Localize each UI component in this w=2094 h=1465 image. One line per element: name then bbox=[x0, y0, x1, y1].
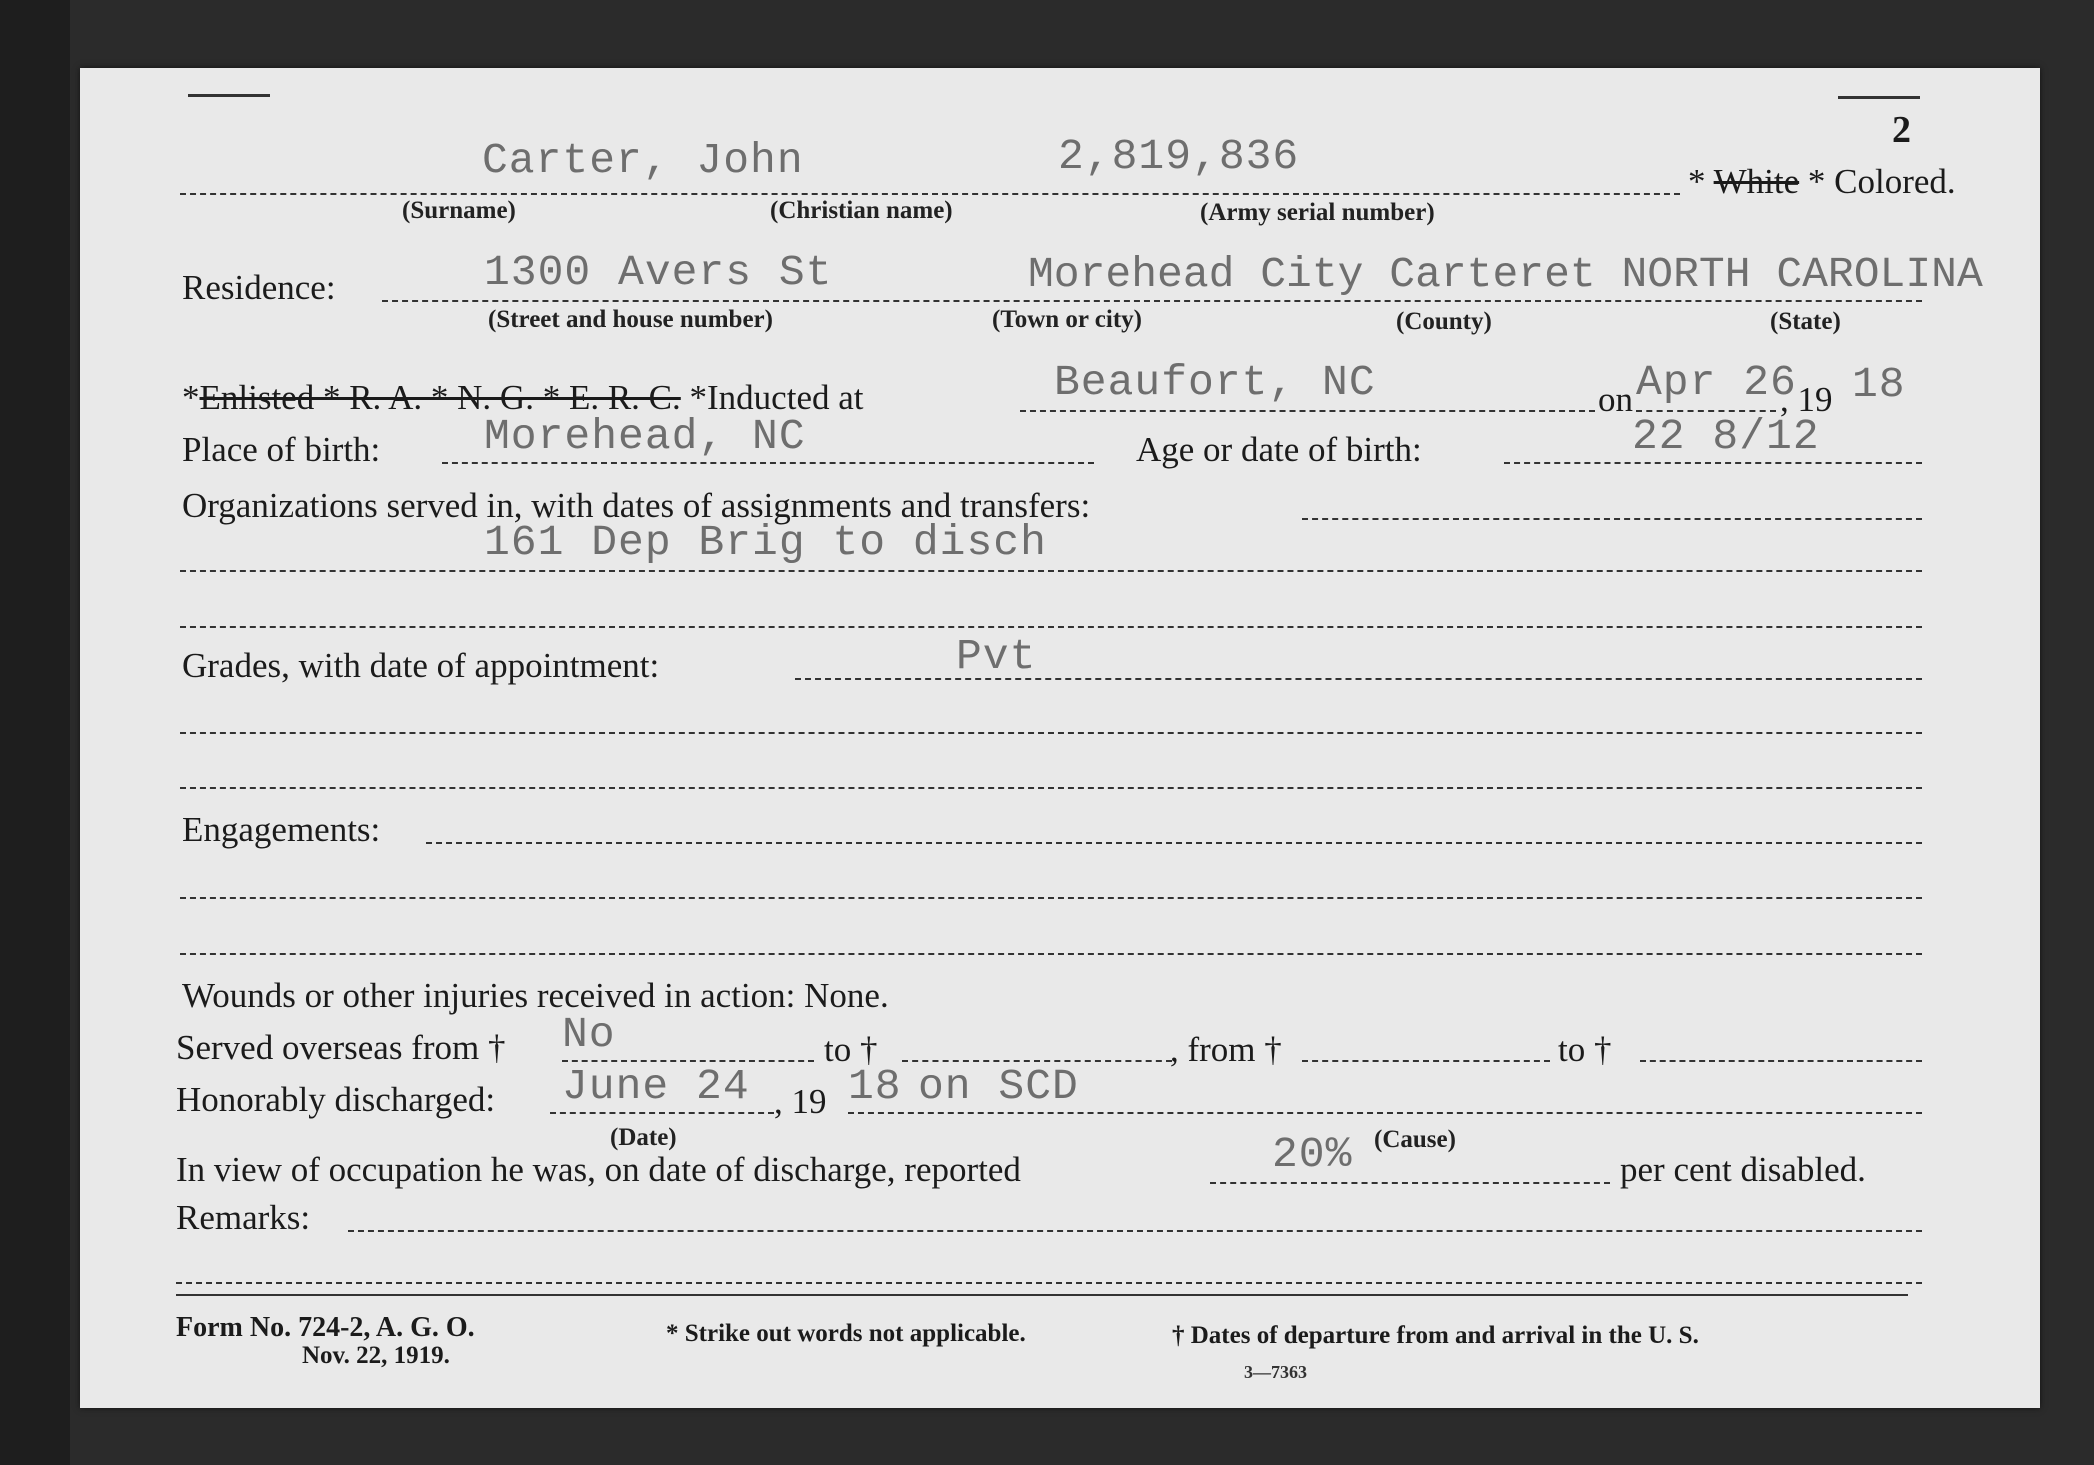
overseas-from-value: No bbox=[562, 1010, 616, 1059]
inducted-place: Beaufort, NC bbox=[1054, 358, 1376, 407]
wounds-value: None. bbox=[804, 976, 889, 1015]
organizations-line-3 bbox=[180, 626, 1922, 628]
age-line bbox=[1504, 462, 1922, 464]
serial-value: 2,819,836 bbox=[1058, 132, 1300, 181]
caption-christian-name: (Christian name) bbox=[770, 197, 953, 224]
race-colored: * Colored. bbox=[1807, 162, 1956, 201]
discharge-cause-line bbox=[848, 1112, 1922, 1114]
disability-value: 20% bbox=[1272, 1130, 1353, 1179]
inducted-label: *Inducted at bbox=[689, 378, 864, 417]
footer-separator bbox=[176, 1294, 1908, 1296]
discharge-cause: on SCD bbox=[918, 1062, 1079, 1111]
overseas-to-label: to † bbox=[824, 1030, 878, 1069]
inducted-year-prefix: , 19 bbox=[1780, 380, 1833, 419]
inducted-place-line bbox=[1020, 410, 1595, 412]
age-value: 22 8/12 bbox=[1632, 412, 1820, 461]
surname-value: Carter, John bbox=[482, 136, 804, 185]
form-number: Form No. 724-2, A. G. O. bbox=[176, 1312, 475, 1343]
overseas-to2-label: to † bbox=[1558, 1030, 1612, 1069]
disability-line bbox=[1210, 1182, 1610, 1184]
wounds-label-text: Wounds or other injuries received in action: bbox=[182, 976, 796, 1015]
discharge-date-line bbox=[550, 1112, 774, 1114]
inducted-date: Apr 26 bbox=[1636, 358, 1797, 407]
place-of-birth-label: Place of birth: bbox=[182, 430, 381, 469]
name-line bbox=[180, 193, 1680, 195]
residence-line bbox=[382, 300, 1922, 302]
remarks-label: Remarks: bbox=[176, 1198, 311, 1237]
card-number: 2 bbox=[1892, 109, 1911, 151]
organizations-line-1 bbox=[1302, 518, 1922, 520]
place-of-birth-value: Morehead, NC bbox=[484, 412, 806, 461]
dates-note: † Dates of departure from and arrival in the U. S. bbox=[1172, 1322, 1699, 1349]
caption-street: (Street and house number) bbox=[488, 306, 773, 333]
grades-value: Pvt bbox=[956, 632, 1037, 681]
remarks-line-2 bbox=[176, 1282, 1922, 1284]
engagements-line-1 bbox=[426, 842, 1922, 844]
organizations-value: 161 Dep Brig to disch bbox=[484, 518, 1047, 567]
caption-date: (Date) bbox=[610, 1124, 677, 1151]
residence-label: Residence: bbox=[182, 268, 336, 307]
inducted-year-suffix: 18 bbox=[1852, 360, 1906, 409]
caption-county: (County) bbox=[1396, 308, 1492, 335]
caption-cause: (Cause) bbox=[1374, 1126, 1456, 1153]
caption-surname: (Surname) bbox=[402, 197, 516, 224]
caption-army-serial: (Army serial number) bbox=[1200, 199, 1435, 226]
wounds-label bbox=[182, 976, 889, 1016]
discharge-year-prefix: , 19 bbox=[774, 1082, 827, 1121]
caption-town: (Town or city) bbox=[992, 306, 1142, 333]
discharge-date: June 24 bbox=[562, 1062, 750, 1111]
disability-suffix: per cent disabled. bbox=[1620, 1150, 1866, 1189]
overseas-from-label: Served overseas from † bbox=[176, 1028, 506, 1067]
discharge-year-suffix: 18 bbox=[848, 1062, 902, 1111]
top-left-rule bbox=[188, 94, 270, 97]
overseas-to2-line bbox=[1640, 1060, 1922, 1062]
engagements-label: Engagements: bbox=[182, 810, 381, 849]
engagements-line-2 bbox=[180, 897, 1922, 899]
remarks-line-1 bbox=[348, 1230, 1922, 1232]
race-prefix: * bbox=[1688, 162, 1706, 201]
race-options bbox=[1688, 162, 1956, 202]
age-label: Age or date of birth: bbox=[1136, 430, 1422, 469]
organizations-label: Organizations served in, with dates of assignments and transfers: bbox=[182, 486, 1091, 525]
service-record-card bbox=[80, 68, 2040, 1408]
overseas-from2-line bbox=[1302, 1060, 1550, 1062]
overseas-from2-label: , from † bbox=[1170, 1030, 1282, 1069]
residence-street: 1300 Avers St bbox=[484, 248, 833, 297]
form-date: Nov. 22, 1919. bbox=[302, 1342, 450, 1369]
grades-line-3 bbox=[180, 787, 1922, 789]
residence-town-county-state: Morehead City Carteret NORTH CAROLINA bbox=[1028, 250, 1983, 299]
discharge-label: Honorably discharged: bbox=[176, 1080, 496, 1119]
on-label: on bbox=[1598, 380, 1633, 419]
grades-label: Grades, with date of appointment: bbox=[182, 646, 660, 685]
disability-label: In view of occupation he was, on date of discharge, reported bbox=[176, 1150, 1021, 1189]
race-white-struck: White bbox=[1713, 162, 1800, 201]
strike-note: * Strike out words not applicable. bbox=[666, 1320, 1026, 1347]
organizations-line-2 bbox=[180, 570, 1922, 572]
dark-background-edge bbox=[0, 0, 70, 1465]
enlistment-prefix: * bbox=[182, 378, 200, 417]
top-right-rule bbox=[1838, 96, 1920, 99]
engagements-line-3 bbox=[180, 953, 1922, 955]
print-code: 3—7363 bbox=[1244, 1362, 1307, 1382]
place-of-birth-line bbox=[442, 462, 1094, 464]
enlistment-struck-options: Enlisted * R. A. * N. G. * E. R. C. bbox=[199, 378, 681, 417]
grades-line-2 bbox=[180, 732, 1922, 734]
caption-state: (State) bbox=[1770, 308, 1841, 335]
